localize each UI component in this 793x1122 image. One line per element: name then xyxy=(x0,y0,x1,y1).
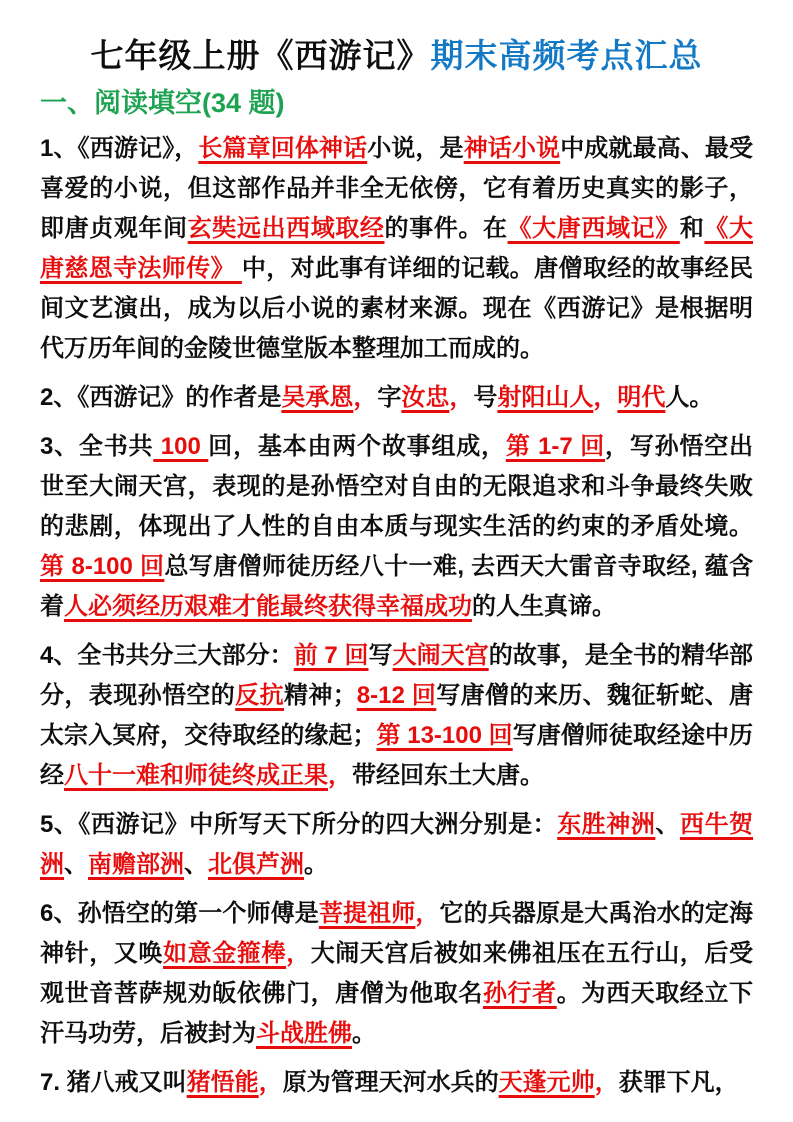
highlighted-answer: 反抗 xyxy=(235,682,284,709)
highlighted-answer: 猪悟能 xyxy=(186,1069,259,1096)
body-text: 写 xyxy=(368,642,393,669)
highlighted-answer: ， xyxy=(594,1069,619,1096)
title-topic-part: 期末高频考点汇总 xyxy=(430,37,703,74)
body-text: 5、《西游记》中所写天下所分的四大洲分别是： xyxy=(40,811,558,838)
highlighted-answer: ， xyxy=(415,900,440,927)
body-text: 字 xyxy=(377,384,402,411)
body-text: 、 xyxy=(64,851,88,878)
highlighted-answer: 100 xyxy=(153,433,209,460)
paragraph xyxy=(40,1063,753,1103)
highlighted-answer: ， xyxy=(353,384,378,411)
highlighted-answer: 北俱芦洲 xyxy=(208,851,304,878)
highlighted-answer: 玄奘远出西域取经 xyxy=(187,215,385,242)
body-text: 回，基本由两个故事组成， xyxy=(208,433,506,460)
highlighted-answer: 西牛贺洲 xyxy=(40,811,754,878)
body-text: ，写孙悟空出世至大闹天宫，表现的是孙悟空对自由的无限追求和斗争最终失败的悲剧，体现出了人性的自由本质与现实生活的约束的矛盾处境。 xyxy=(40,433,753,540)
highlighted-answer: ， xyxy=(449,384,474,411)
body-text: 带经回东土大唐。 xyxy=(352,762,544,789)
highlighted-answer: 天蓬元帅 xyxy=(498,1069,595,1096)
body-text: 。为西天取经立下汗马功劳，后被封为 xyxy=(40,980,754,1047)
body-text: 的故事，是全书的精华部分，表现孙悟空的 xyxy=(40,642,754,709)
highlighted-answer: 斗战胜佛 xyxy=(256,1020,352,1047)
highlighted-answer: 第 13-100 回 xyxy=(376,722,513,749)
highlighted-answer: 东胜神洲 xyxy=(557,811,656,838)
highlighted-answer: 吴承恩 xyxy=(281,384,354,411)
body-text: 6、孙悟空的第一个师傅是 xyxy=(40,900,319,927)
body-text: 2、《西游记》的作者是 xyxy=(40,384,282,411)
body-text: 人。 xyxy=(665,384,714,411)
highlighted-answer: 如意金箍棒 xyxy=(163,940,287,967)
highlighted-answer: 《大唐慈恩寺法师传》 xyxy=(40,215,754,282)
body-text: 大闹天宫后被如来佛祖压在五行山，后受观世音菩萨规劝皈依佛门，唐僧为他取名 xyxy=(40,940,754,1007)
body-text: 的人生真谛。 xyxy=(472,593,616,620)
body-text: 原为管理天河水兵的 xyxy=(282,1069,499,1096)
highlighted-answer: ， xyxy=(258,1069,283,1096)
highlighted-answer: 射阳山人 xyxy=(497,384,594,411)
body-text: 精神； xyxy=(283,682,357,709)
body-text: 的事件。在 xyxy=(384,215,508,242)
highlighted-answer: 第 8-100 回 xyxy=(40,553,165,580)
highlighted-answer: 八十一难和师徒终成正果 xyxy=(64,762,328,789)
highlighted-answer: 明代 xyxy=(617,384,666,411)
highlighted-answer: 人必须经历艰难才能最终获得幸福成功 xyxy=(64,593,472,620)
paragraph xyxy=(40,427,753,627)
highlighted-answer: ， xyxy=(328,762,352,789)
highlighted-answer: 神话小说 xyxy=(463,135,561,162)
body-text: 号 xyxy=(473,384,498,411)
title-grade-part: 七年级上册《西游记》 xyxy=(90,37,431,74)
highlighted-answer: 长篇章回体神话 xyxy=(198,135,368,162)
body-text: 小说，是 xyxy=(367,135,464,162)
document-title xyxy=(40,34,753,78)
body-text: 、 xyxy=(655,811,680,838)
highlighted-answer: 前 7 回 xyxy=(293,642,369,669)
body-text: 3、全书共 xyxy=(40,433,154,460)
body-text: 写唐僧师徒取经途中历经 xyxy=(40,722,754,789)
highlighted-answer: ， xyxy=(593,384,618,411)
body-text: 。 xyxy=(304,851,328,878)
body-text: 写唐僧的来历、魏征斩蛇、唐太宗入冥府，交待取经的缘起； xyxy=(40,682,754,749)
highlighted-answer: 8-12 回 xyxy=(356,682,437,709)
body-text: 总写唐僧师徒历经八十一难, 去西天大雷音寺取经, 蕴含着 xyxy=(40,553,754,620)
body-text: 中成就最高、最受喜爱的小说，但这部作品并非全无依傍，它有着历史真实的影子，即唐贞观年间 xyxy=(40,135,754,242)
highlighted-answer: 《大唐西域记》 xyxy=(507,215,680,242)
highlighted-answer: ， xyxy=(286,940,311,967)
body-text: 。 xyxy=(352,1020,376,1047)
highlighted-answer: 孙行者 xyxy=(482,980,557,1007)
paragraph xyxy=(40,129,753,369)
body-text: 7. 猪八戒又叫 xyxy=(40,1069,187,1096)
highlighted-answer: 菩提祖师 xyxy=(318,900,416,927)
paragraph xyxy=(40,636,753,796)
body-text: 和 xyxy=(679,215,705,242)
paragraph-list xyxy=(40,129,753,1103)
body-text: 它的兵器原是大禹治水的定海神针，又唤 xyxy=(40,900,754,967)
highlighted-answer: 第 1-7 回 xyxy=(505,433,606,460)
section-heading: 一、阅读填空(34 题) xyxy=(40,88,285,118)
body-text: 4、全书共分三大部分： xyxy=(40,642,294,669)
body-text: 获罪下凡， xyxy=(618,1069,739,1096)
body-text: 中，对此事有详细的记载。唐僧取经的故事经民间文艺演出，成为以后小说的素材来源。现在《西游记》是根据明代万历年间的金陵世德堂版本整理加工而成的。 xyxy=(40,255,753,362)
highlighted-answer: 大闹天宫 xyxy=(392,642,489,669)
paragraph xyxy=(40,805,753,885)
highlighted-answer: 南赡部洲 xyxy=(88,851,184,878)
highlighted-answer: 汝忠 xyxy=(401,384,450,411)
body-text: 1、《西游记》， xyxy=(40,135,199,162)
body-text: 、 xyxy=(184,851,208,878)
paragraph xyxy=(40,894,753,1054)
paragraph xyxy=(40,378,753,418)
